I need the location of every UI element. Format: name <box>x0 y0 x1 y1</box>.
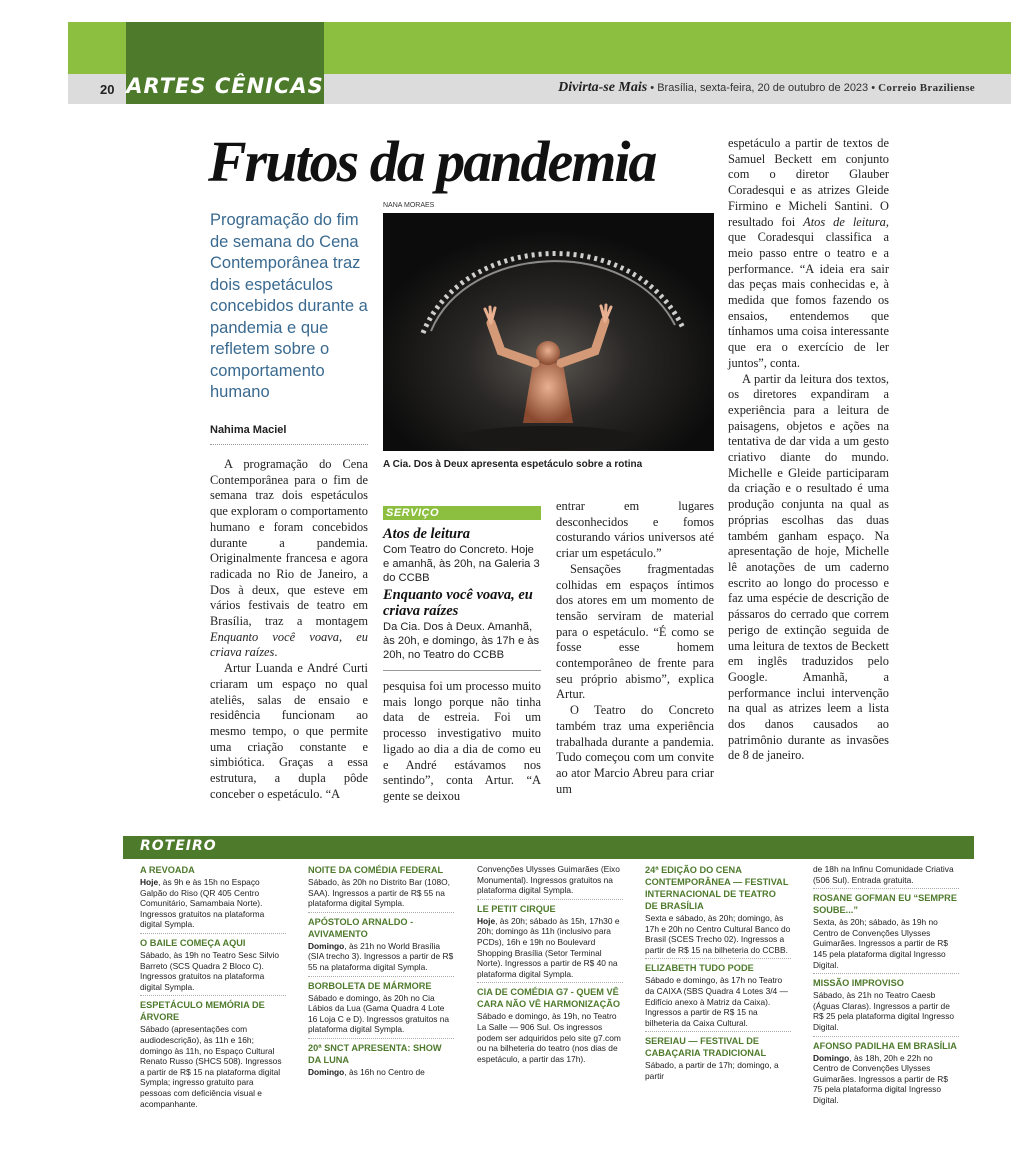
article-photo <box>383 213 714 451</box>
listing-text: Sexta e sábado, às 20h; domingo, às 17h e 20h no Centro Cultural Banco do Brasil (SCES Trecho 02). Ingressos a partir de R$ 15 na bilheteria do CCBB. <box>645 913 791 955</box>
paragraph: A programação do Cena Contemporânea para o fim de semana traz dois espetáculos que exploram o comportamento humano e foram concebidos durante a pandemia. Originalmente francesa e agora radicada no Rio de Janeiro, a Dos à deux, que esteve em vários festivais de teatro em Brasília, traz a montagem Enquanto você voava, eu criava raízes. <box>210 457 368 660</box>
listing-text: Sábado e domingo, às 19h, no Teatro La Salle — 906 Sul. Os ingressos podem ser adquiridos pelo site g7.com ou na bilheteria do teatro (nos dias de espetáculo, a partir das 17h). <box>477 1011 621 1064</box>
listing-text: , às 16h no Centro de <box>344 1066 425 1077</box>
roteiro-column-4 <box>645 864 791 1088</box>
page-number: 20 <box>100 82 115 97</box>
show-title: Enquanto você voava, eu criava raízes <box>383 587 533 620</box>
listing-info <box>477 1011 623 1064</box>
listing-text: Sexta, às 20h; sábado, às 19h no Centro de Convenções Ulysses Guimarães. Ingressos a partir de R$ 145 pela plataforma digital Ingresso Digital. <box>813 917 948 970</box>
listing-info <box>308 1067 454 1078</box>
listing-title: NOITE DA COMÉDIA FEDERAL <box>308 865 444 875</box>
listing-item <box>813 864 959 889</box>
listing-info <box>140 877 286 930</box>
listing-title: BORBOLETA DE MÁRMORE <box>308 980 432 991</box>
show-info: Com Teatro do Concreto. Hoje e amanhã, às 20h, na Galeria 3 do CCBB <box>383 544 540 584</box>
listing-text: de 18h na Infinu Comunidade Criativa (506 Sul). Entrada gratuita. <box>813 864 954 885</box>
listing-item <box>645 1035 791 1084</box>
listing-text: , às 9h e às 15h no Espaço Galpão do Riso (QR 405 Centro Comunitário, Samambaia Norte). Ingressos gratuitos na plataforma digital Sympla. <box>140 877 265 930</box>
roteiro-column-3 <box>477 864 623 1070</box>
listing-text: Convenções Ulysses Guimarães (Eixo Monumental). Ingressos gratuitos na plataforma digital Sympla. <box>477 864 620 896</box>
bullet-icon: • <box>871 82 879 94</box>
listing-text: Sábado, às 21h no Teatro Caesb (Águas Claras). Ingressos a partir de R$ 25 pela plataforma digital Ingresso Digital. <box>813 990 955 1032</box>
listing-title: AFONSO PADILHA EM BRASÍLIA <box>813 1040 957 1051</box>
listing-text: , às 18h, 20h e 22h no Centro de Convenções Ulysses Guimarães. Ingressos a partir de R$ 75 pela plataforma digital Ingresso Digital. <box>813 1052 948 1105</box>
article-column-1 <box>210 457 368 802</box>
listing-item <box>813 977 959 1036</box>
article-column-5 <box>728 136 889 764</box>
section-title: ARTES CÊNICAS <box>126 74 324 98</box>
article-column-4 <box>556 499 714 797</box>
roteiro-column-5 <box>813 864 959 1112</box>
listing-item <box>308 864 454 913</box>
servico-divider <box>383 670 541 671</box>
listing-item <box>477 864 623 900</box>
paragraph: O Teatro do Concreto também traz uma experiência trabalhada durante a pandemia. Tudo começou com um convite ao ator Marcio Abreu para criar um <box>556 703 714 796</box>
paragraph: espetáculo a partir de textos de Samuel Beckett em conjunto com o diretor Glauber Coradesqui e as atrizes Gleide Firmino e Micheli Santini. O resultado foi Atos de leitura, que Coradesqui classifica a meio passo entre o teatro e a performance. “A ideia era sair das peças mais conhecidas e, à medida que fomos fazendo os ensaios, entendemos que tínhamos uma coisa interessante que era o exercício de ler juntos”, conta. <box>728 136 889 370</box>
listing-text: Sábado e domingo, às 17h no Teatro da CAIXA (SBS Quadra 4 Lotes 3/4 — Edifício anexo à Matriz da Caixa). Ingressos a partir de R$ 15 na bilheteria da Caixa Cultural. <box>645 975 788 1028</box>
listing-info <box>813 917 959 970</box>
listing-info <box>308 993 454 1035</box>
listing-info <box>645 975 791 1028</box>
listing-text: Sábado, às 19h no Teatro Sesc Silvio Barreto (SCS Quadra 2 Bloco C). Ingressos gratuitos na plataforma digital Sympla. <box>140 949 280 992</box>
listing-title: LE PETIT CIRQUE <box>477 903 556 914</box>
roteiro-column-2 <box>308 864 454 1084</box>
listing-text: Sábado (apresentações com audiodescrição), às 11h e 16h; domingo às 11h, no Espaço Cultural Renato Russo (SHCS 508). Ingressos a partir de R$ 15 na plataforma digital Sympla; ingresso gratuito para pessoas com deficiência visual e acompanhante. <box>140 1024 282 1109</box>
listing-text: Sábado, às 20h no Distrito Bar (108O, SAA). Ingressos a partir de R$ 55 na plataforma digital Sympla. <box>308 877 450 909</box>
photo-credit: NANA MORAES <box>383 202 435 209</box>
listing-title: SEREIAU — FESTIVAL DE CABAÇARIA TRADICIONAL <box>645 1036 767 1059</box>
listing-info <box>140 950 286 992</box>
paragraph: pesquisa foi um processo muito mais longo porque não tinha data de estreia. Foi um processo investigativo muito ligado ao dia a dia de como eu e André estávamos nos sentindo”, conta Artur. “A gente se deixou <box>383 679 541 803</box>
listing-info <box>813 990 959 1032</box>
listing-text: Sábado, a partir de 17h; domingo, a partir <box>645 1060 779 1081</box>
listing-info <box>477 864 623 896</box>
bullet-icon: • <box>650 82 658 94</box>
supplement-name: Divirta-se Mais <box>558 80 648 95</box>
listing-day: Hoje <box>477 915 496 926</box>
brand-logo: Correio Braziliense <box>878 82 975 94</box>
photo-caption: A Cia. Dos à Deux apresenta espetáculo sobre a rotina <box>383 459 643 470</box>
paragraph: Sensações fragmentadas colhidas em espaços íntimos dos atores em um momento de tensão serviram de material para o espetáculo. “É como se fosse esse homem contemporâneo de frente para seu próprio abismo”, explica Artur. <box>556 561 714 702</box>
listing-day: Domingo <box>813 1052 850 1063</box>
roteiro-divider <box>123 858 974 859</box>
listing-text: , às 21h no World Brasília (SIA trecho 3). Ingressos a partir de R$ 55 na plataforma digital Sympla. <box>308 940 454 972</box>
article-column-3 <box>383 679 541 805</box>
listing-item <box>308 916 454 977</box>
paragraph: entrar em lugares desconhecidos e fomos costurando vários universos até criar um espetáculo.” <box>556 499 714 561</box>
byline-divider <box>210 444 368 445</box>
listing-info <box>308 941 454 973</box>
listing-item <box>813 1040 959 1109</box>
listing-title: ROSANE GOFMAN EU “SEMPRE SOUBE...” <box>813 893 957 916</box>
listing-info <box>140 1024 286 1109</box>
listing-text: , às 20h; sábado às 15h, 17h30 e 20h; domingo às 11h (inclusivo para PCDs), 16h e 19h no Boulevard Shopping Brasília (Setor Terminal Norte). Ingressos a partir de R$ 40 na plataforma digital Sympla. <box>477 915 620 979</box>
servico-label: SERVIÇO <box>386 507 440 519</box>
listing-item <box>308 980 454 1039</box>
listing-item <box>645 962 791 1032</box>
paragraph: Artur Luanda e André Curti criaram um espaço no qual ateliês, salas de ensaio e residência funcionam ao mesmo tempo, o que permite uma criação constante e simbiótica. Graças a essa estrutura, a dupla pôde conceber o espetáculo. “A <box>210 661 368 801</box>
listing-info <box>813 864 959 885</box>
listing-info <box>645 1060 791 1081</box>
headline: Frutos da pandemia <box>208 129 656 194</box>
roteiro-column-1 <box>140 864 286 1115</box>
listing-title: MISSÃO IMPROVISO <box>813 978 904 989</box>
show-title: Atos de leitura <box>383 526 471 542</box>
listing-title: CIA DE COMÉDIA G7 - QUEM VÊ CARA NÃO VÊ HARMONIZAÇÃO <box>477 987 621 1010</box>
listing-item <box>813 892 959 974</box>
servico-box <box>383 526 543 665</box>
listing-title: ELIZABETH TUDO PODE <box>645 963 754 974</box>
dateline-text: Brasília, sexta-feira, 20 de outubro de 2023 <box>657 82 869 94</box>
listing-item <box>477 986 623 1067</box>
listing-title: ESPETÁCULO MEMÓRIA DE ÁRVORE <box>140 1000 265 1023</box>
listing-info <box>308 877 454 909</box>
listing-title: 20ª SNCT APRESENTA: SHOW DA LUNA <box>308 1042 442 1065</box>
listing-text: Sábado e domingo, às 20h no Cia Lábios da Lua (Gama Quadra 4 Lote 16 Loja C e D). Ingressos gratuitos na plataforma digital Sympla. <box>308 992 450 1035</box>
header-dateline <box>558 80 975 96</box>
listing-title: A REVOADA <box>140 865 195 875</box>
listing-title: 24ª EDIÇÃO DO CENA CONTEMPORÂNEA — FESTIVAL INTERNACIONAL DE TEATRO DE BRASÍLIA <box>645 865 789 911</box>
listing-day: Hoje <box>140 877 159 887</box>
listing-title: APÓSTOLO ARNALDO - AVIVAMENTO <box>308 916 414 939</box>
show-info: Da Cia. Dos à Deux. Amanhã, às 20h, e domingo, às 17h e às 20h, no Teatro do CCBB <box>383 621 540 661</box>
listing-item <box>140 864 286 934</box>
listing-item <box>645 864 791 959</box>
listing-item <box>477 903 623 984</box>
listing-item <box>140 999 286 1112</box>
listing-title: O BAILE COMEÇA AQUI <box>140 937 246 948</box>
listing-day: Domingo <box>308 1066 345 1077</box>
listing-item <box>308 1042 454 1081</box>
roteiro-header-bar <box>123 836 974 858</box>
listing-item <box>140 937 286 996</box>
paragraph: A partir da leitura dos textos, os diretores expandiram a experiência para a leitura de paisagens, objetos e ações na tentativa de dar vida a um gesto criativo diante do mundo. Michelle e Gleide participaram da criação e o resultado é uma produção conjunta na qual as próprias escolhas das duas também ganham espaço. Na apresentação de hoje, Michelle lê anotações de um caderno escrito ao longo do processo e faz uma espécie de descrição de pássaros do cerrado que correm perigo de extinção seguida de uma leitura de textos de Beckett em inglês traduzidos pelo Google. Amanhã, a performance inclui intervenção na qual as atrizes leem a lista dos danos causados ao patrimônio durante as invasões de 8 de janeiro. <box>728 371 889 763</box>
listing-info <box>477 916 623 980</box>
listing-info <box>645 913 791 955</box>
deck-text: Programação do fim de semana do Cena Contemporânea traz dois espetáculos concebidos durante a pandemia e que refletem sobre o comportamento humano <box>210 211 368 401</box>
listing-day: Domingo <box>308 940 345 951</box>
listing-info <box>813 1053 959 1106</box>
author-byline: Nahima Maciel <box>210 424 287 436</box>
roteiro-label: ROTEIRO <box>140 838 217 854</box>
